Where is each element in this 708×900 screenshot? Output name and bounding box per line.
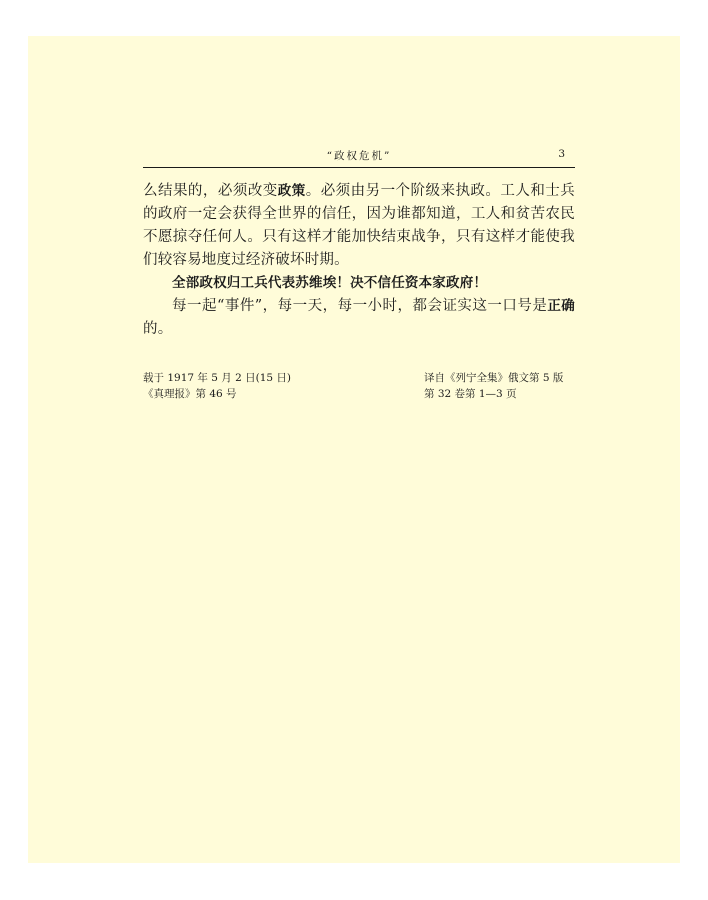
publication-source-line-1: 载于 1917 年 5 月 2 日(15 日) [143,372,291,384]
slogan-paragraph [143,272,575,295]
page-number: 3 [558,148,565,160]
translation-source [424,370,584,402]
paragraph-3-emphasis: 正确 [547,298,575,314]
publication-source [143,370,343,402]
slogan-text: 全部政权归工兵代表苏维埃！决不信任资本家政府！ [172,275,488,291]
paragraph-3-text-end: 的。 [143,321,173,337]
paragraph-3 [143,295,575,341]
document-page [28,36,680,863]
translation-source-line-2: 第 32 卷第 1—3 页 [424,388,517,400]
translation-source-line-1: 译自《列宁全集》俄文第 5 版 [424,372,564,384]
publication-source-line-2: 《真理报》第 46 号 [143,388,237,400]
paragraph-1-text-start: 么结果的，必须改变 [143,183,278,199]
paragraph-1 [143,180,575,272]
paragraph-3-text-start: 每一起“事件”，每一天，每一小时，都会证实这一口号是 [172,298,548,314]
body-text [143,180,575,341]
paragraph-1-emphasis: 政策 [277,183,306,199]
running-header [143,147,575,168]
running-header-title: “政权危机” [326,150,392,162]
paragraph-1-text-end: 。必须由另一个阶级来执政。工人和士兵的政府一定会获得全世界的信任，因为谁都知道，工人和贫苦农民不愿掠夺任何人。只有这样才能加快结束战争，只有这样才能使我们较容易地度过经济破坏时期。 [143,183,575,268]
